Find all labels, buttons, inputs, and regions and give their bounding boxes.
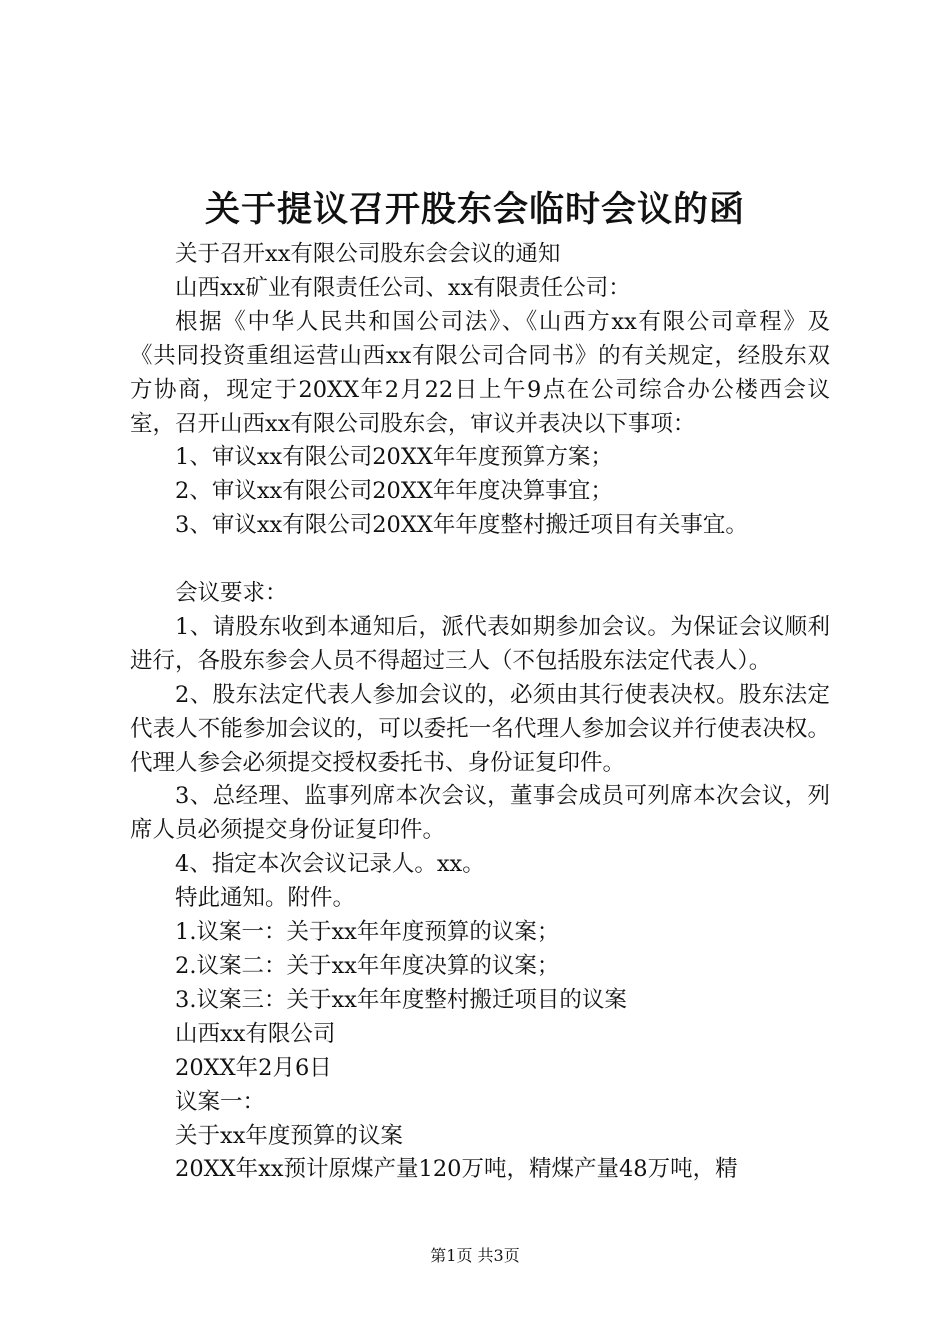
paragraph: 2、审议xx有限公司20XX年年度决算事宜； xyxy=(175,478,613,505)
paragraph: 3、总经理、监事列席本次会议，董事会成员可列席本次会议，列席人员必须提交身份证复印件。 xyxy=(130,783,830,844)
paragraph: 特此通知。附件。 xyxy=(175,885,356,912)
blank-line xyxy=(130,543,830,577)
paragraph: 4、指定本次会议记录人。xx。 xyxy=(175,851,485,878)
paragraph: 1、请股东收到本通知后，派代表如期参加会议。为保证会议顺利进行，各股东参会人员不得超过三人（不包括股东法定代表人）。 xyxy=(130,613,830,674)
paragraph: 1、审议xx有限公司20XX年年度预算方案； xyxy=(175,444,613,471)
document-title: 关于提议召开股东会临时会议的函 xyxy=(204,189,745,230)
paragraph: 议案一： xyxy=(175,1088,266,1115)
paragraph: 关于xx年度预算的议案 xyxy=(175,1122,403,1149)
paragraph: 根据《中华人民共和国公司法》、《山西方xx有限公司章程》及《共同投资重组运营山西xx有限公司合同书》的有关规定，经股东双方协商，现定于20XX年2月22日上午9点在公司综合办公楼西会议室，召开山西xx有限公司股东会，审议并表决以下事项： xyxy=(130,308,830,437)
paragraph: 山西xx有限公司 xyxy=(175,1020,336,1047)
document-body xyxy=(130,238,830,1187)
page-footer: 第1页 共3页 xyxy=(430,1246,520,1265)
paragraph: 20XX年xx预计原煤产量120万吨，精煤产量48万吨，精 xyxy=(175,1156,738,1183)
paragraph: 会议要求： xyxy=(175,580,288,607)
paragraph: 1.议案一：关于xx年年度预算的议案； xyxy=(175,919,560,946)
paragraph: 2.议案二：关于xx年年度决算的议案； xyxy=(175,953,560,980)
paragraph: 20XX年2月6日 xyxy=(175,1054,332,1081)
paragraph: 3.议案三：关于xx年年度整村搬迁项目的议案 xyxy=(175,986,627,1013)
paragraph: 2、股东法定代表人参加会议的，必须由其行使表决权。股东法定代表人不能参加会议的，可以委托一名代理人参加会议并行使表决权。代理人参会必须提交授权委托书、身份证复印件。 xyxy=(130,681,830,776)
paragraph: 关于召开xx有限公司股东会会议的通知 xyxy=(175,241,561,267)
paragraph: 山西xx矿业有限责任公司、xx有限责任公司： xyxy=(175,274,631,301)
paragraph: 3、审议xx有限公司20XX年年度整村搬迁项目有关事宜。 xyxy=(175,512,748,539)
